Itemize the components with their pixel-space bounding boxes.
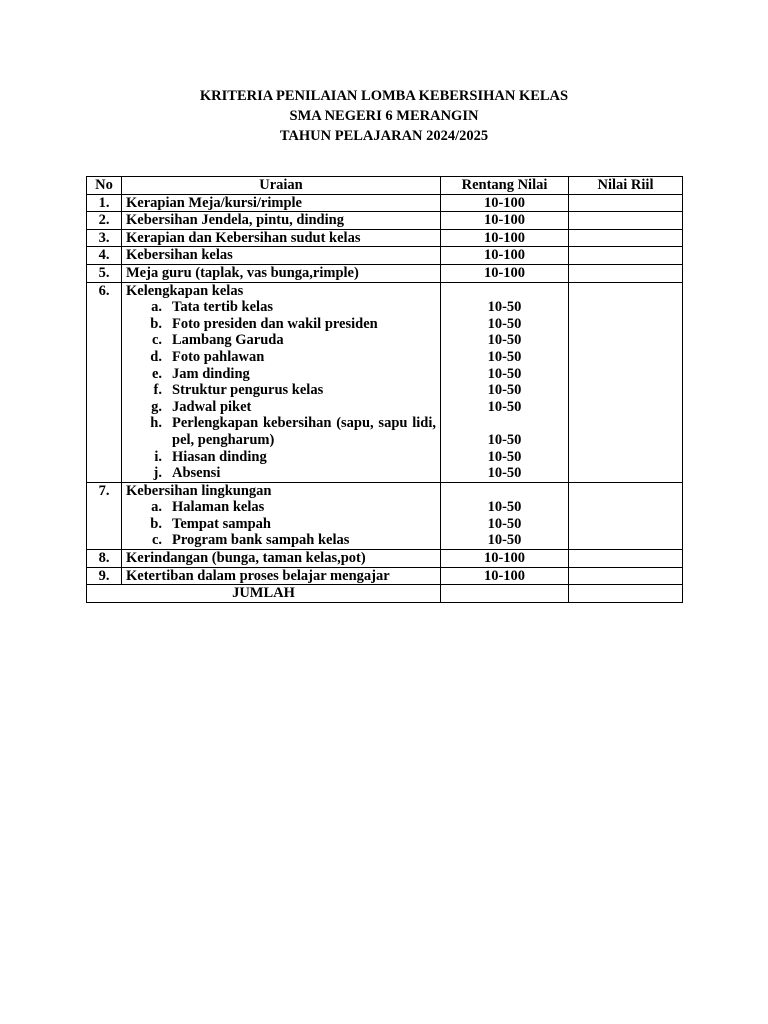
sub-rentang: 10-50 bbox=[487, 348, 522, 365]
row-riil[interactable] bbox=[569, 264, 683, 282]
sub-rentang: 10-50 bbox=[487, 465, 522, 482]
row-no: 1. bbox=[87, 194, 122, 212]
row-riil[interactable] bbox=[569, 282, 683, 482]
table-row bbox=[87, 567, 683, 585]
sub-item: i. Hiasan dinding bbox=[154, 448, 267, 465]
row-riil[interactable] bbox=[569, 229, 683, 247]
table-row bbox=[87, 264, 683, 282]
row-riil[interactable] bbox=[569, 567, 683, 585]
sub-rentang: 10-50 bbox=[487, 398, 522, 415]
row-uraian: Meja guru (taplak, vas bunga,rimple) bbox=[122, 264, 441, 282]
table-row bbox=[87, 194, 683, 212]
row-no: 8. bbox=[87, 550, 122, 568]
row-uraian: Ketertiban dalam proses belajar mengajar bbox=[122, 567, 441, 585]
sub-item: h. Perlengkapan kebersihan (sapu, sapu lidi, pel, pengharum) bbox=[150, 415, 436, 448]
header-riil: Nilai Riil bbox=[569, 177, 683, 195]
row-no: 7. bbox=[87, 482, 122, 549]
row-rentang: 10-100 bbox=[441, 567, 569, 585]
header-row bbox=[87, 177, 683, 195]
document-title bbox=[0, 86, 768, 146]
sub-rentang: 10-50 bbox=[487, 448, 522, 465]
row-riil[interactable] bbox=[569, 194, 683, 212]
sub-item: j. Absensi bbox=[153, 465, 221, 482]
row-rentang-group bbox=[441, 282, 569, 482]
row-rentang-group bbox=[441, 482, 569, 549]
row-uraian: Kerapian Meja/kursi/rimple bbox=[122, 194, 441, 212]
table-row bbox=[87, 212, 683, 230]
sub-rentang: 10-50 bbox=[487, 299, 522, 316]
row-rentang: 10-100 bbox=[441, 229, 569, 247]
sub-item: a. Halaman kelas bbox=[151, 499, 265, 516]
table-row bbox=[87, 482, 683, 549]
sub-item: c. Program bank sampah kelas bbox=[151, 532, 350, 549]
table-row bbox=[87, 229, 683, 247]
sub-item: g. Jadwal piket bbox=[151, 398, 252, 415]
row-riil[interactable] bbox=[569, 482, 683, 549]
sub-item: a. Tata tertib kelas bbox=[151, 299, 273, 316]
sub-item: d. Foto pahlawan bbox=[150, 348, 265, 365]
header-rentang: Rentang Nilai bbox=[441, 177, 569, 195]
total-row bbox=[87, 585, 683, 603]
criteria-table bbox=[86, 176, 683, 603]
table-row bbox=[87, 550, 683, 568]
row-no: 5. bbox=[87, 264, 122, 282]
total-riil[interactable] bbox=[569, 585, 683, 603]
header-no: No bbox=[87, 177, 122, 195]
sub-rentang: 10-50 bbox=[487, 431, 522, 448]
row-no: 4. bbox=[87, 247, 122, 265]
total-rentang bbox=[441, 585, 569, 603]
group-heading: Kelengkapan kelas bbox=[126, 282, 244, 299]
title-line-1: KRITERIA PENILAIAN LOMBA KEBERSIHAN KELAS bbox=[199, 88, 569, 104]
sub-item: b. Tempat sampah bbox=[150, 515, 271, 532]
sub-rentang: 10-50 bbox=[487, 365, 522, 382]
row-uraian: Kerindangan (bunga, taman kelas,pot) bbox=[122, 550, 441, 568]
row-rentang: 10-100 bbox=[441, 264, 569, 282]
sub-rentang: 10-50 bbox=[487, 315, 522, 332]
row-no: 9. bbox=[87, 567, 122, 585]
row-riil[interactable] bbox=[569, 550, 683, 568]
sub-item: b. Foto presiden dan wakil presiden bbox=[150, 315, 378, 332]
sub-item: e. Jam dinding bbox=[151, 365, 250, 382]
sub-rentang: 10-50 bbox=[487, 515, 522, 532]
row-uraian: Kebersihan kelas bbox=[122, 247, 441, 265]
sub-item: f. Struktur pengurus kelas bbox=[153, 382, 324, 399]
group-heading: Kebersihan lingkungan bbox=[126, 482, 272, 499]
sub-item: c. Lambang Garuda bbox=[151, 332, 284, 349]
header-uraian: Uraian bbox=[122, 177, 441, 195]
sub-rentang: 10-50 bbox=[487, 332, 522, 349]
title-line-3: TAHUN PELAJARAN 2024/2025 bbox=[279, 128, 489, 144]
row-riil[interactable] bbox=[569, 212, 683, 230]
row-uraian-group bbox=[122, 282, 441, 482]
row-riil[interactable] bbox=[569, 247, 683, 265]
sub-rentang: 10-50 bbox=[487, 499, 522, 516]
row-rentang: 10-100 bbox=[441, 247, 569, 265]
title-line-2: SMA NEGERI 6 MERANGIN bbox=[289, 108, 479, 124]
row-uraian: Kebersihan Jendela, pintu, dinding bbox=[122, 212, 441, 230]
row-rentang: 10-100 bbox=[441, 194, 569, 212]
row-no: 6. bbox=[87, 282, 122, 482]
table-row bbox=[87, 247, 683, 265]
table-row bbox=[87, 282, 683, 482]
row-no: 2. bbox=[87, 212, 122, 230]
sub-rentang: 10-50 bbox=[487, 382, 522, 399]
row-rentang: 10-100 bbox=[441, 550, 569, 568]
sub-rentang: 10-50 bbox=[487, 532, 522, 549]
row-no: 3. bbox=[87, 229, 122, 247]
total-label: JUMLAH bbox=[87, 585, 441, 603]
row-uraian-group bbox=[122, 482, 441, 549]
row-uraian: Kerapian dan Kebersihan sudut kelas bbox=[122, 229, 441, 247]
row-rentang: 10-100 bbox=[441, 212, 569, 230]
